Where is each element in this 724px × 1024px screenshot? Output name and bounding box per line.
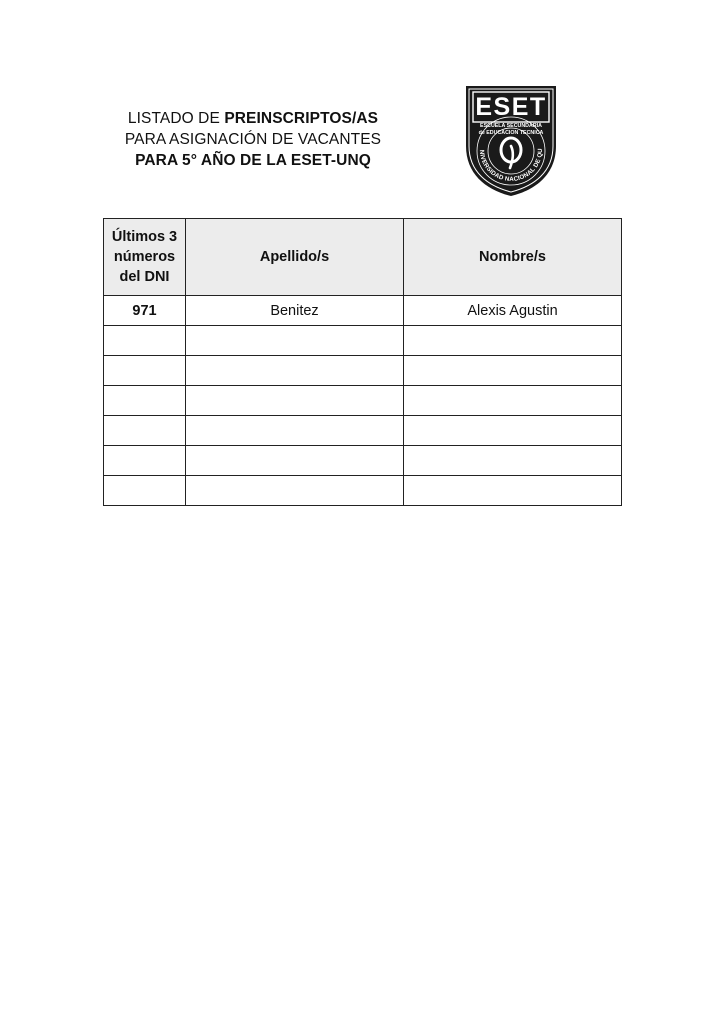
- cell-surname: [186, 416, 404, 446]
- table-row: [104, 476, 622, 506]
- table-row: [104, 416, 622, 446]
- cell-dni: [104, 446, 186, 476]
- cell-name: Alexis Agustin: [404, 296, 622, 326]
- cell-name: [404, 326, 622, 356]
- logo-wordmark: ESET: [475, 93, 547, 121]
- cell-name: [404, 386, 622, 416]
- document-title: [108, 108, 398, 171]
- header-dni: [104, 219, 186, 296]
- title-line-3: [108, 150, 398, 171]
- header-name: Nombre/s: [404, 219, 622, 296]
- cell-name: [404, 416, 622, 446]
- header-dni-line-2: números: [113, 249, 176, 265]
- logo-subtitle-2: de EDUCACIÓN TÉCNICA: [478, 130, 544, 136]
- header-surname: Apellido/s: [186, 219, 404, 296]
- cell-name: [404, 476, 622, 506]
- table-row: [104, 386, 622, 416]
- cell-dni: [104, 356, 186, 386]
- table-header-row: [104, 219, 622, 296]
- title-line-3-bold: PARA 5° AÑO DE LA ESET-UNQ: [135, 152, 371, 169]
- title-line-1: [108, 108, 398, 129]
- table-row: [104, 296, 622, 326]
- cell-dni: [104, 476, 186, 506]
- cell-surname: [186, 326, 404, 356]
- cell-surname: [186, 446, 404, 476]
- header-dni-line-3: del DNI: [119, 269, 170, 285]
- logo-subtitle-1: ESCUELA SECUNDARIA: [480, 123, 542, 129]
- preinscriptos-table: [103, 218, 622, 506]
- eset-logo: [464, 84, 558, 198]
- table-row: [104, 356, 622, 386]
- cell-surname: [186, 356, 404, 386]
- cell-name: [404, 356, 622, 386]
- title-line-1-bold: PREINSCRIPTOS/AS: [224, 110, 379, 127]
- ring-text-path: NIVERSIDAD NACIONAL DE QU: [477, 148, 545, 184]
- cell-dni: [104, 416, 186, 446]
- cell-surname: [186, 386, 404, 416]
- cell-dni: [104, 386, 186, 416]
- table-row: [104, 446, 622, 476]
- title-line-1-prefix: LISTADO DE: [127, 110, 225, 127]
- title-line-2: PARA ASIGNACIÓN DE VACANTES: [124, 131, 382, 148]
- cell-surname: [186, 476, 404, 506]
- cell-dni: 971: [104, 296, 186, 326]
- cell-dni: [104, 326, 186, 356]
- header-dni-line-1: Últimos 3: [111, 229, 178, 245]
- cell-surname: Benitez: [186, 296, 404, 326]
- table-row: [104, 326, 622, 356]
- cell-name: [404, 446, 622, 476]
